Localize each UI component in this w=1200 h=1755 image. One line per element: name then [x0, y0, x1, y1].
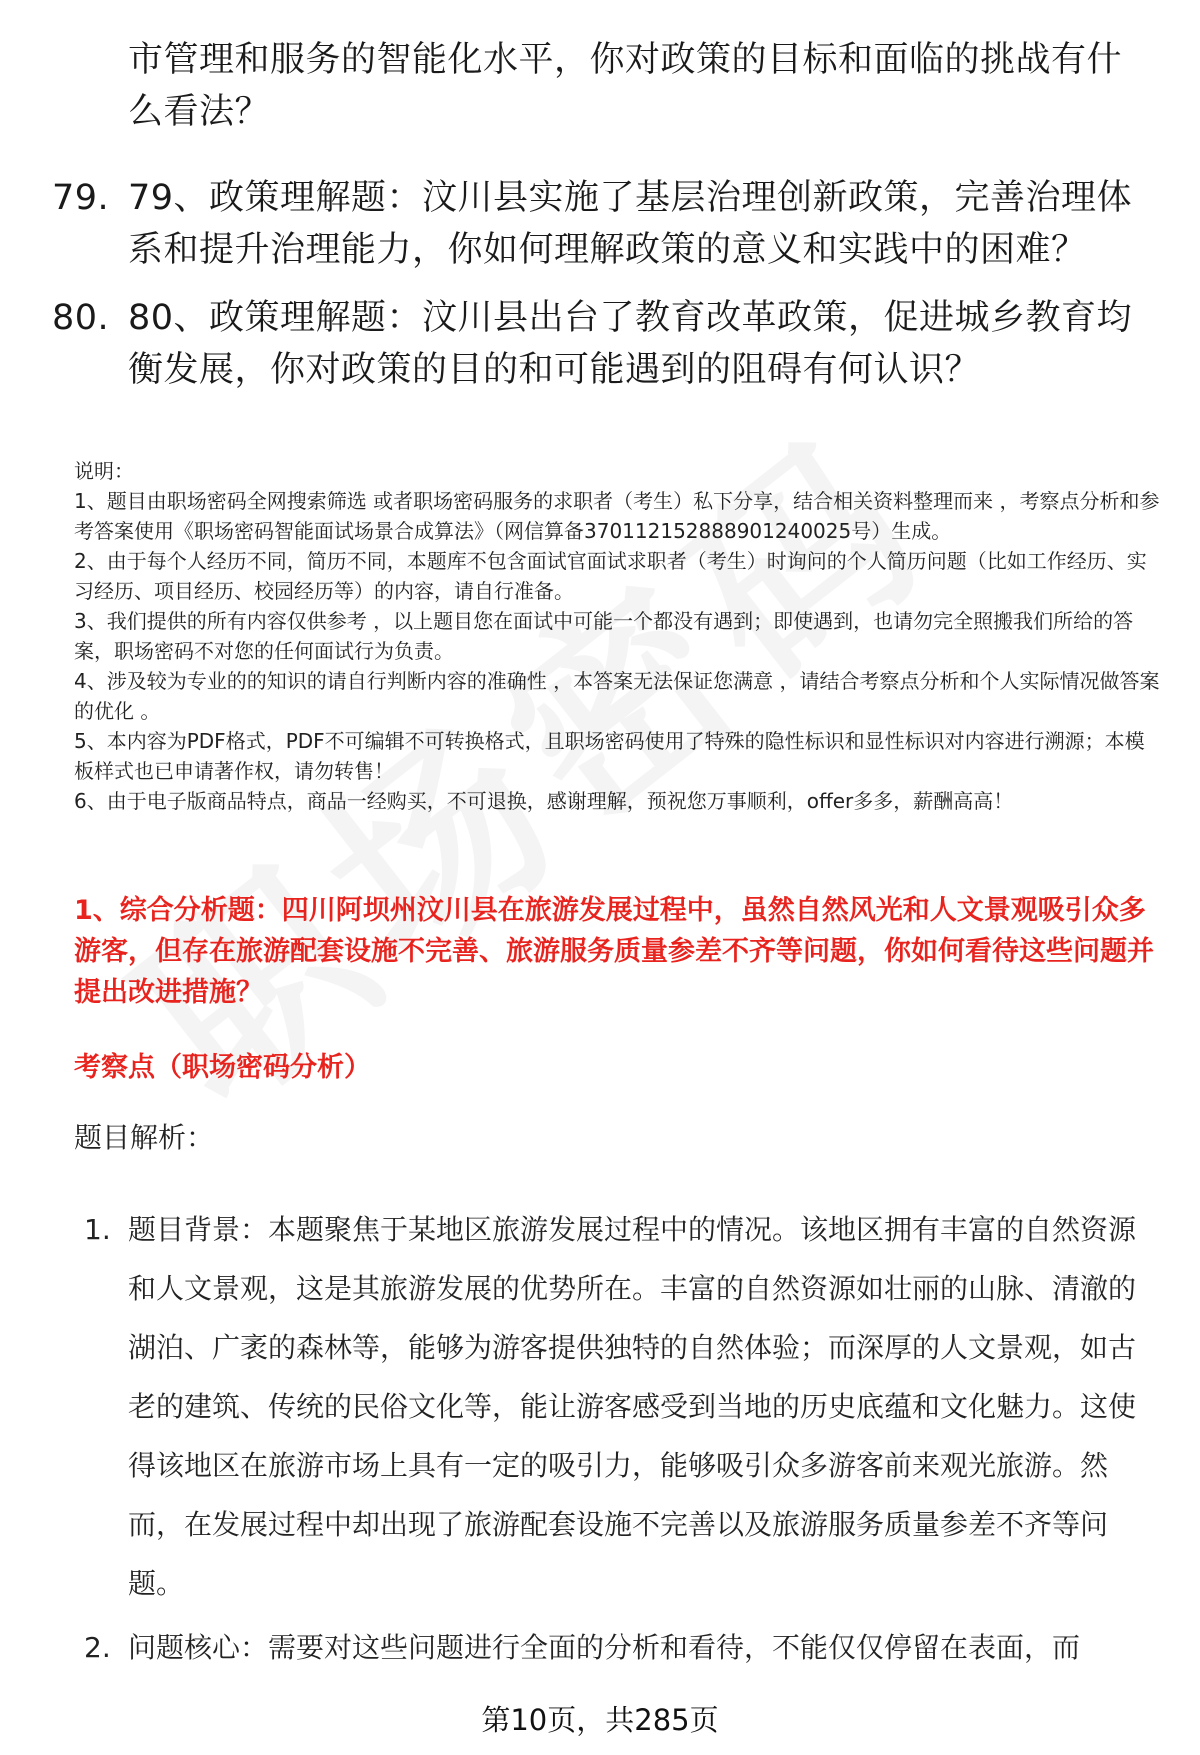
note-item: 3、我们提供的所有内容仅供参考 ，以上题目您在面试中可能一个都没有遇到；即使遇到，也请勿完全照搬我们所给的答案，职场密码不对您的任何面试行为负责。	[74, 609, 1134, 663]
previous-question-tail: 市管理和服务的智能化水平，你对政策的目标和面临的挑战有什么看法？	[128, 40, 1123, 132]
note-item: 5、本内容为PDF格式，PDF不可编辑不可转换格式，且职场密码使用了特殊的隐性标识和显性标识对内容进行溯源；本模板样式也已申请著作权，请勿转售！	[74, 729, 1145, 783]
question-number: 80.	[52, 298, 110, 338]
analysis-number: 1.	[84, 1213, 111, 1246]
note-item: 2、由于每个人经历不同，简历不同，本题库不包含面试官面试求职者（考生）时询问的个人简历问题（比如工作经历、实习经历、项目经历、校园经历等）的内容，请自行准备。	[74, 549, 1147, 603]
main-question: 1、综合分析题：四川阿坝州汶川县在旅游发展过程中，虽然自然风光和人文景观吸引众多游客，但存在旅游配套设施不完善、旅游服务质量参差不齐等问题，你如何看待这些问题并提出改进措施？	[74, 895, 1154, 1008]
analysis-label: 题目解析：	[74, 1121, 215, 1154]
question-text: 79、政策理解题：汶川县实施了基层治理创新政策，完善治理体系和提升治理能力，你如何理解政策的意义和实践中的困难？	[128, 178, 1133, 270]
exam-point-label: 考察点（职场密码分析）	[74, 1052, 371, 1083]
analysis-text: 题目背景：本题聚焦于某地区旅游发展过程中的情况。该地区拥有丰富的自然资源和人文景观，这是其旅游发展的优势所在。丰富的自然资源如壮丽的山脉、清澈的湖泊、广袤的森林等，能够为游客提供独特的自然体验；而深厚的人文景观，如古老的建筑、传统的民俗文化等，能让游客感受到当地的历史底蕴和文化魅力。这使得该地区在旅游市场上具有一定的吸引力，能够吸引众多游客前来观光旅游。然而，在发展过程中却出现了旅游配套设施不完善以及旅游服务质量参差不齐等问题。	[128, 1213, 1137, 1600]
analysis-number: 2.	[84, 1631, 111, 1664]
page-footer: 第10页，共285页	[481, 1703, 719, 1737]
analysis-text: 问题核心：需要对这些问题进行全面的分析和看待，不能仅仅停留在表面，而	[128, 1631, 1081, 1664]
question-text: 80、政策理解题：汶川县出台了教育改革政策，促进城乡教育均衡发展，你对政策的目的和可能遇到的阻碍有何认识？	[128, 298, 1133, 390]
note-item: 1、题目由职场密码全网搜索筛选 或者职场密码服务的求职者（考生）私下分享，结合相关资料整理而来 ，考察点分析和参考答案使用《职场密码智能面试场景合成算法》（网信算备370112152888901240025号）生成。	[74, 489, 1160, 543]
question-number: 79.	[52, 178, 110, 218]
notes-section	[74, 456, 1164, 816]
note-item: 6、由于电子版商品特点，商品一经购买，不可退换，感谢理解，预祝您万事顺利，offer多多，薪酬高高！	[74, 789, 1014, 813]
notes-title: 说明：	[74, 459, 134, 483]
note-item: 4、涉及较为专业的的知识的请自行判断内容的准确性 ，本答案无法保证您满意 ，请结合考察点分析和个人实际情况做答案的优化 。	[74, 669, 1160, 723]
